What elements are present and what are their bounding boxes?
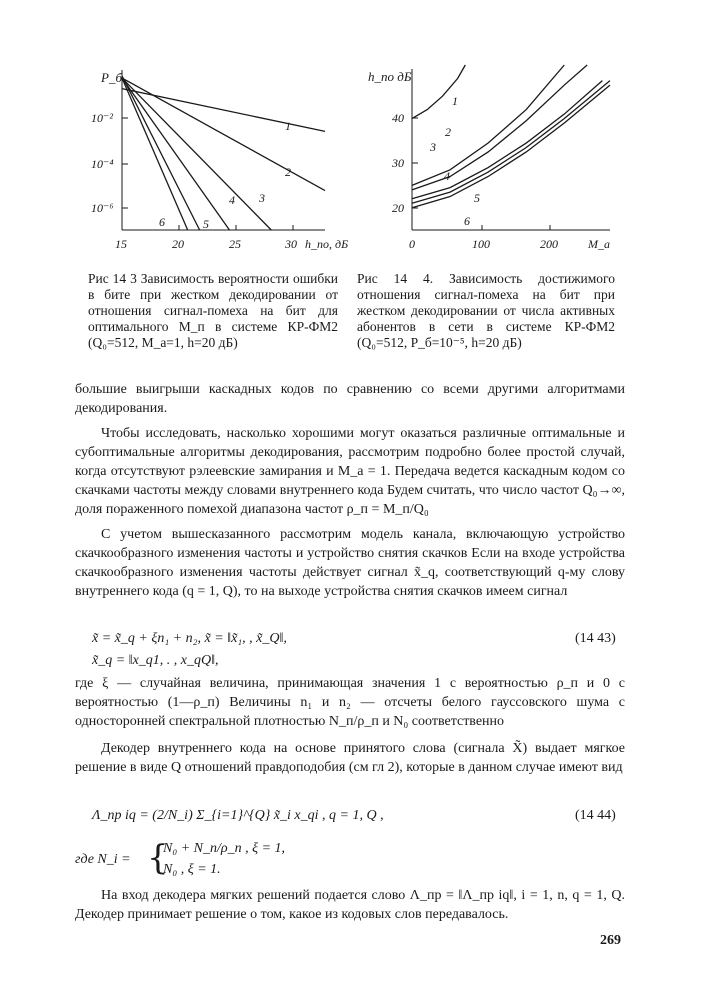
y-tick-label: 40 [392, 111, 404, 125]
series-line-2 [122, 78, 325, 191]
body-section-3 [75, 886, 625, 924]
series-label-1: 1 [452, 94, 458, 108]
series-label-4: 4 [444, 169, 450, 183]
equation-14-43-line1: x̃ = x̃_q + ξn₁ + n₂, x̃ = ‖x̃₁, , x̃_Q‖, [92, 631, 287, 646]
series-label-5: 5 [474, 191, 480, 205]
chart-fig-14-3 [85, 60, 355, 260]
y-axis-label: P_б [101, 70, 122, 85]
x-tick-label: 30 [285, 237, 297, 251]
equation-14-44: Λ_пр iq = (2/N_i) Σ_{i=1}^{Q} x̃_i x_qi , q = 1, Q , [92, 808, 384, 823]
series-label-2: 2 [285, 165, 291, 179]
series-label-2: 2 [445, 125, 451, 139]
series-line-3 [412, 65, 587, 190]
series-label-6: 6 [464, 214, 470, 228]
y-tick-label: 10⁻⁶ [91, 201, 114, 215]
x-axis-label: h_по, дБ [305, 237, 349, 251]
caption-fig-14-4 [357, 271, 615, 351]
equation-case-1: N₀ + N_п/ρ_п , ξ = 1, [163, 841, 286, 856]
paragraph: С учетом вышесказанного рассмотрим модель канала, включающую устройство скачкообразного изменения частоты и устройство снятия скачков Если на входе устройства скачкообразного изменения частоты действует сигнал x̃_q, соответствующий q-му слову внутреннего кода (q = 1, Q), то на выходе устройства снятия скачков имеем сигнал [75, 527, 625, 599]
y-tick-label: 10⁻⁴ [91, 157, 114, 171]
x-tick-label: 15 [115, 237, 127, 251]
paragraph: где ξ — случайная величина, принимающая значения 1 с вероятностью ρ_п и 0 с вероятностью (1—ρ_п) Величины n₁ и n₂ — отсчеты белого гауссовского шума с односторонней спектральной плотностью N_п/ρ_п и N₀ соответственно [75, 676, 625, 729]
series-label-6: 6 [159, 215, 165, 229]
series-line-4 [122, 78, 229, 230]
y-tick-label: 20 [392, 201, 404, 215]
x-tick-label: 20 [172, 237, 184, 251]
series-label-5: 5 [203, 217, 209, 231]
x-tick-label: 100 [472, 237, 490, 251]
y-tick-label: 30 [392, 156, 404, 170]
paragraph: большие выигрыши каскадных кодов по сравнению со всеми другими алгоритмами декодирования. [75, 382, 625, 416]
brace-icon: { [147, 838, 169, 878]
series-line-6 [412, 85, 610, 208]
equation-number: (14 43) [575, 631, 616, 646]
chart-fig-14-4 [360, 55, 630, 255]
paragraph: Чтобы исследовать, насколько хорошими могут оказаться различные оптимальные и субоптимальные алгоритмы декодирования, рассмотрим подробно более простой случай, когда отсутствуют рэлеевские замирания и M_a = 1. Передача ведется каскадным кодом со скачками частоты между словами внутреннего кода Будем считать, что число частот Q₀→∞, доля пораженного помехой диапазона частот ρ_п = M_п/Q₀ [75, 426, 625, 517]
body-section-2 [75, 674, 625, 777]
series-label-3: 3 [259, 191, 265, 205]
x-tick-label: 200 [540, 237, 558, 251]
caption-prefix: Рис 14 3 [88, 271, 137, 286]
body-section-1 [75, 380, 625, 601]
equation-number: (14 44) [575, 808, 616, 823]
series-label-3: 3 [430, 140, 436, 154]
x-tick-label: 0 [409, 237, 415, 251]
caption-text: Зависимость вероятности ошибки в бите при жестком декодировании от отношения сигнал-помеха на бит для оптимального M_п в системе КР-ФМ2 (Q₀=512, M_a=1, h=20 дБ) [88, 271, 338, 350]
series-label-4: 4 [229, 193, 235, 207]
equation-14-43-line2: x̃_q = ‖x_q1, . , x_qQ‖, [92, 653, 219, 668]
y-tick-label: 10⁻² [91, 111, 113, 125]
series-line-5 [412, 81, 610, 204]
paragraph: Декодер внутреннего кода на основе принятого слова (сигнала X̃) выдает мягкое решение в виде Q отношений правдоподобия (см гл 2), которые в данном случае имеют вид [75, 741, 625, 775]
series-line-1 [412, 65, 465, 119]
equation-ni-prefix: где N_i = [75, 852, 131, 867]
caption-text: Зависимость достижимого отношения сигнал-помеха на бит при жестком декодировании от числа активных абонентов в сети в системе КР-ФМ2 (Q₀=512, P_б=10⁻⁵, h=20 дБ) [357, 271, 615, 350]
paragraph: На вход декодера мягких решений подается слово Λ_пр = ‖Λ_пр iq‖, i = 1, n, q = 1, Q. Декодер принимает решение о том, какое из кодовых слов передавалось. [75, 888, 625, 922]
series-line-3 [122, 78, 271, 230]
x-axis-label: M_a [588, 237, 610, 251]
page-number: 269 [600, 933, 621, 948]
caption-prefix: Рис 14 4. [357, 271, 434, 286]
x-tick-label: 25 [229, 237, 241, 251]
equation-case-2: N₀ , ξ = 1. [163, 862, 221, 877]
series-label-1: 1 [285, 119, 291, 133]
caption-fig-14-3 [88, 271, 338, 351]
y-axis-label: h_по дБ [368, 69, 412, 84]
